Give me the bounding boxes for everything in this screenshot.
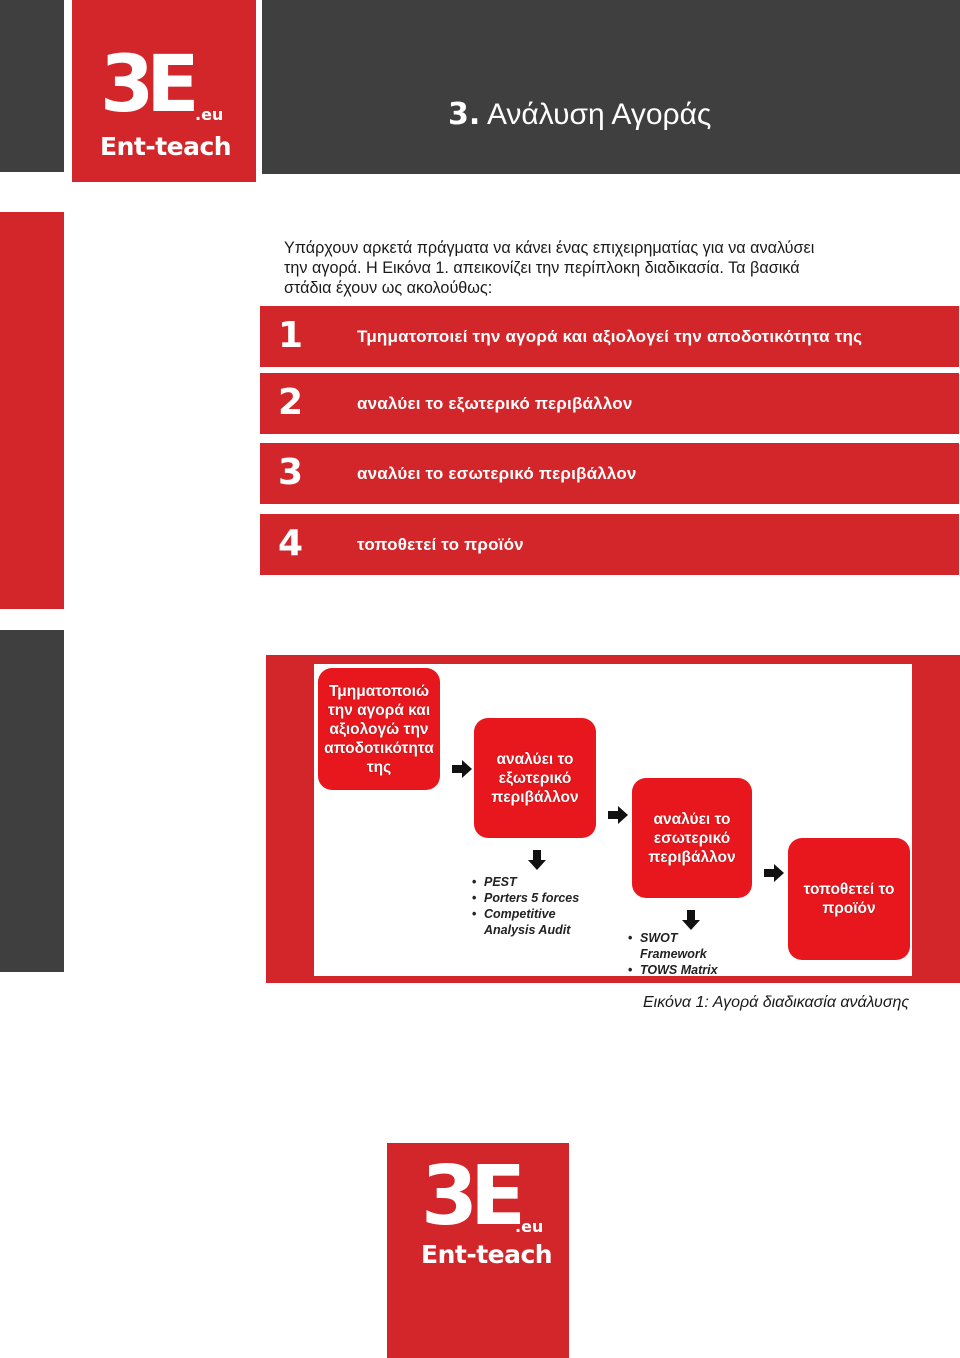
logo-domain: .eu <box>515 1217 544 1236</box>
figure-caption: Εικόνα 1: Αγορά διαδικασία ανάλυσης <box>643 994 910 1011</box>
arrow-down-icon <box>528 850 546 870</box>
section-title <box>448 96 711 134</box>
figure-box-external: αναλύει το εξωτερικό περιβάλλον <box>474 718 596 838</box>
arrow-right-icon <box>608 806 628 824</box>
market-analysis-figure <box>314 664 912 976</box>
header-bar <box>262 0 960 174</box>
logo-top <box>72 0 256 182</box>
arrow-right-icon <box>452 760 472 778</box>
list-item: • Competitive <box>472 906 579 922</box>
logo-wordmark: Ent-teach <box>421 1240 553 1269</box>
logo-mark: 3E <box>421 1149 519 1244</box>
intro-line: στάδια έχουν ως ακολούθως: <box>284 279 493 297</box>
section-number: 3. <box>448 97 481 132</box>
step-text: τοποθετεί το προϊόν <box>357 535 524 554</box>
step-number: 1 <box>278 315 304 356</box>
logo-bottom <box>387 1143 569 1358</box>
internal-tools-list <box>628 930 718 978</box>
step-text: αναλύει το εσωτερικό περιβάλλον <box>357 464 637 483</box>
step-1 <box>260 306 959 367</box>
arrow-down-icon <box>682 910 700 930</box>
figure-box-segment: Τμηματοποιώ την αγορά και αξιολογώ την αποδοτικότητα της <box>318 668 440 790</box>
logo-mark: 3E <box>100 40 192 130</box>
logo-wordmark: Ent-teach <box>100 132 232 161</box>
logo-domain: .eu <box>195 105 224 124</box>
intro-paragraph <box>284 238 884 298</box>
list-item: • Porters 5 forces <box>472 890 579 906</box>
step-text: αναλύει το εξωτερικό περιβάλλον <box>357 394 633 413</box>
external-tools-list <box>472 874 579 938</box>
list-item: • TOWS Matrix <box>628 962 718 978</box>
step-3 <box>260 443 959 504</box>
intro-line: την αγορά. Η Εικόνα 1. απεικονίζει την περίπλοκη διαδικασία. Τα βασικά <box>284 259 800 277</box>
side-strip-bottom <box>0 630 64 972</box>
section-title-text: Ανάλυση Αγοράς <box>486 98 712 131</box>
step-number: 4 <box>278 523 304 564</box>
figure-box-internal: αναλύει το εσωτερικό περιβάλλον <box>632 778 752 898</box>
figure-box-position: τοποθετεί το προϊόν <box>788 838 910 960</box>
arrow-right-icon <box>764 864 784 882</box>
step-number: 2 <box>278 382 304 423</box>
list-item: Analysis Audit <box>484 923 571 937</box>
step-2 <box>260 373 959 434</box>
list-item: Framework <box>640 947 707 961</box>
step-4 <box>260 514 959 575</box>
side-strip-top <box>0 0 64 172</box>
step-number: 3 <box>278 452 304 493</box>
list-item: • SWOT <box>628 930 718 946</box>
intro-line: Υπάρχουν αρκετά πράγματα να κάνει ένας επιχειρηματίας για να αναλύσει <box>284 239 815 257</box>
step-text: Τμηματοποιεί την αγορά και αξιολογεί την αποδοτικότητα της <box>357 327 863 346</box>
list-item: • PEST <box>472 874 579 890</box>
side-strip-middle <box>0 212 64 609</box>
